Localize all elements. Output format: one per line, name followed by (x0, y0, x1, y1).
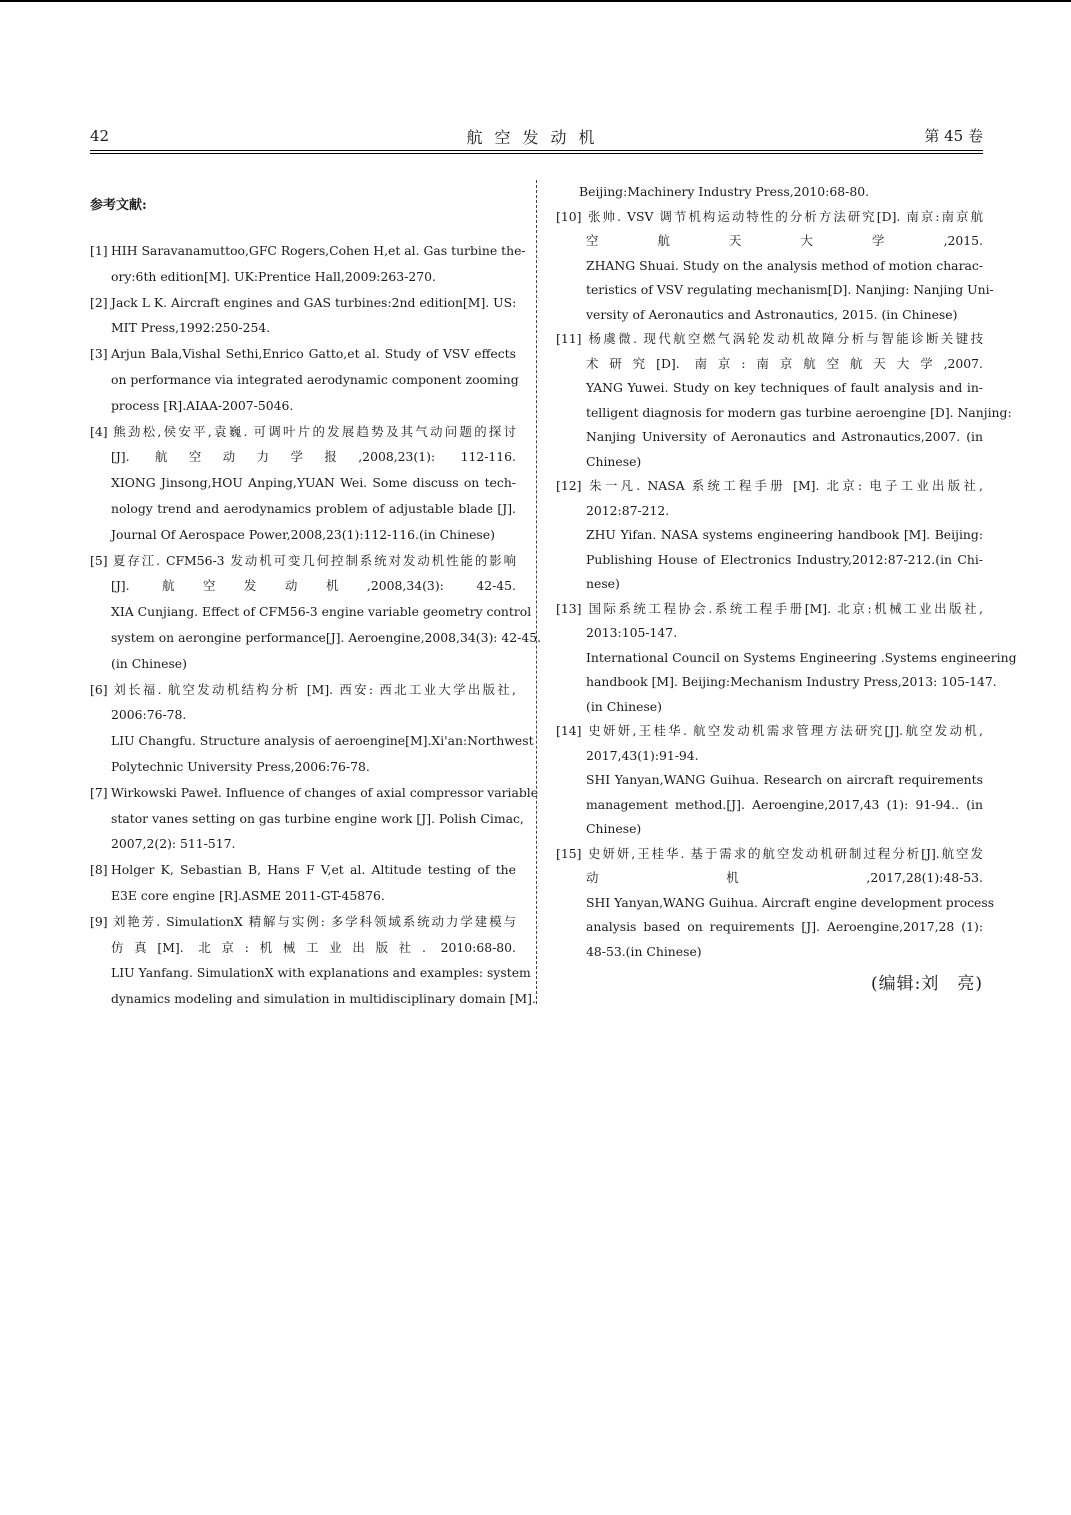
reference-line (556, 817, 983, 842)
reference-text: 术研究[D]. 南京:南京航空航天大学,2007. (586, 355, 983, 371)
reference-number: [7] (90, 784, 108, 800)
reference-line (90, 573, 516, 599)
reference-text: ZHU Yifan. NASA systems engineering handbook [M]. Beijing: (586, 527, 983, 542)
reference-text: 2006:76-78. (111, 707, 187, 723)
reference-line (556, 352, 983, 377)
reference-line (90, 496, 516, 522)
reference-text: E3E core engine [R].ASME 2011-GT-45876. (111, 887, 385, 903)
running-header (90, 124, 983, 150)
reference-line (556, 401, 1012, 426)
reference-entry (556, 474, 983, 597)
reference-line (90, 806, 524, 832)
reference-entry (90, 238, 526, 290)
reference-line (90, 702, 516, 728)
reference-entry (90, 341, 519, 418)
reference-text: Journal Of Aerospace Power,2008,23(1):112-116.(in Chinese) (111, 526, 495, 542)
reference-line (556, 695, 983, 720)
reference-line (556, 793, 983, 818)
reference-line (90, 315, 516, 341)
reference-number: [11] (556, 331, 582, 346)
reference-text: Jack L K. Aircraft engines and GAS turbines:2nd edition[M]. US: (111, 294, 517, 310)
reference-number: [12] (556, 478, 582, 493)
reference-text: nology trend and aerodynamics problem of adjustable blade [J]. (111, 500, 516, 516)
reference-number: [6] (90, 681, 108, 697)
reference-text: 48-53.(in Chinese) (586, 943, 702, 959)
reference-line (90, 470, 516, 496)
column-divider (536, 180, 537, 1004)
reference-line (556, 254, 983, 279)
reference-line (556, 303, 983, 328)
reference-text: versity of Aeronautics and Astronautics, 2015. (in Chinese) (586, 306, 958, 322)
reference-number: [14] (556, 723, 582, 738)
reference-text: stator vanes setting on gas turbine engine work [J]. Polish Cimac, (111, 810, 524, 826)
reference-text: MIT Press,1992:250-254. (111, 320, 271, 336)
reference-line (90, 522, 516, 548)
reference-entry (90, 419, 516, 548)
reference-number: [13] (556, 600, 582, 616)
reference-entry (90, 909, 536, 1012)
reference-text: nese) (586, 576, 620, 591)
header-rule (90, 150, 983, 151)
reference-line (90, 986, 536, 1012)
left-column (90, 180, 542, 1012)
reference-text: handbook [M]. Beijing:Mechanism Industry Press,2013: 105-147. (586, 674, 997, 689)
reference-line (90, 444, 516, 470)
reference-text: 2007,2(2): 511-517. (111, 836, 236, 852)
reference-text: LIU Changfu. Structure analysis of aeroengine[M].Xi'an:Northwest (111, 733, 534, 749)
reference-number: [5] (90, 552, 108, 568)
reference-line (90, 909, 516, 935)
reference-line (90, 599, 532, 625)
reference-number: [1] (90, 243, 108, 258)
reference-line (90, 625, 542, 651)
reference-line (90, 290, 516, 316)
reference-entry (90, 857, 516, 909)
reference-entry (90, 290, 516, 342)
reference-text: YANG Yuwei. Study on key techniques of fault analysis and in- (586, 380, 983, 395)
reference-text: 熊劲松,侯安平,袁巍. 可调叶片的发展趋势及其气动问题的探讨 (111, 423, 516, 439)
reference-text: SHI Yanyan,WANG Guihua. Aircraft engine development process (586, 894, 995, 910)
reference-text: on performance via integrated aerodynamic component zooming (111, 371, 519, 387)
reference-line (556, 474, 983, 499)
reference-line (90, 677, 516, 703)
reference-text: [J]. 航空发动机,2008,34(3): 42-45. (111, 578, 516, 594)
journal-title: 航空发动机 (466, 128, 607, 147)
reference-text: Chinese) (586, 453, 642, 469)
reference-text: International Council on Systems Engineering .Systems engineering (586, 649, 1017, 665)
reference-line (90, 651, 516, 677)
reference-line (556, 597, 983, 622)
reference-number: [15] (556, 845, 582, 861)
references-heading: 参考文献: (90, 198, 147, 213)
reference-text: ory:6th edition[M]. UK:Prentice Hall,2009:263-270. (111, 268, 436, 284)
reference-line (556, 744, 983, 769)
reference-entry (556, 327, 1012, 474)
reference-line (556, 670, 997, 695)
reference-text: Chinese) (586, 821, 642, 836)
reference-text: 国际系统工程协会.系统工程手册[M]. 北京:机械工业出版社, (586, 600, 983, 616)
reference-line (556, 425, 983, 450)
reference-line (556, 205, 983, 230)
reference-line (90, 238, 526, 264)
reference-text: 仿真[M]. 北京:机械工业出版社. 2010:68-80. (111, 939, 516, 955)
top-border-rule (0, 0, 1071, 2)
reference-text: system on aerongine performance[J]. Aeroengine,2008,34(3): 42-45. (111, 629, 542, 645)
reference-entry (556, 719, 983, 842)
reference-text: XIONG Jinsong,HOU Anping,YUAN Wei. Some discuss on tech- (111, 475, 516, 491)
page-number: 42 (90, 127, 110, 145)
reference-entry (90, 677, 534, 780)
reference-line (90, 728, 534, 754)
reference-text: 空航天大学,2015. (586, 233, 983, 248)
reference-text: Publishing House of Electronics Industry,2012:87-212.(in Chi- (586, 551, 983, 567)
reference-text: dynamics modeling and simulation in multidisciplinary domain [M]. (111, 991, 536, 1007)
reference-text: 2012:87-212. (586, 502, 670, 518)
reference-line (556, 278, 994, 303)
reference-line (556, 891, 995, 916)
reference-text: HIH Saravanamuttoo,GFC Rogers,Cohen H,et al. Gas turbine the- (111, 243, 526, 258)
reference-line (556, 866, 983, 891)
reference-text: Arjun Bala,Vishal Sethi,Enrico Gatto,et al. Study of VSV effects (111, 346, 516, 362)
reference-text: ZHANG Shuai. Study on the analysis method of motion charac- (586, 257, 983, 273)
reference-line (90, 935, 516, 961)
reference-text: Nanjing University of Aeronautics and Astronautics,2007. (in (586, 429, 983, 444)
reference-line (90, 960, 531, 986)
right-column (556, 180, 1017, 998)
reference-line (556, 646, 1017, 671)
reference-text: (in Chinese) (111, 655, 187, 671)
reference-text: LIU Yanfang. SimulationX with explanations and examples: system (111, 965, 531, 981)
reference-line (556, 719, 983, 744)
reference-line (90, 831, 516, 857)
reference-text: 张帅. VSV 调节机构运动特性的分析方法研究[D]. 南京:南京航 (586, 208, 983, 224)
volume-label: 第 45 卷 (924, 127, 983, 145)
reference-line (556, 523, 983, 548)
reference-line (90, 393, 516, 419)
reference-text: 2013:105-147. (586, 625, 678, 640)
reference-line (556, 548, 983, 573)
reference-line (556, 842, 983, 867)
reference-text: 史妍妍,王桂华. 基于需求的航空发动机研制过程分析[J].航空发 (586, 845, 983, 861)
reference-text: 刘艳芳. SimulationX 精解与实例: 多学科领域系统动力学建模与 (111, 913, 516, 929)
reference-line (556, 499, 983, 524)
reference-text: 动机,2017,28(1):48-53. (586, 870, 983, 885)
reference-continuation: Beijing:Machinery Industry Press,2010:68-80. (579, 184, 870, 199)
reference-text: Wirkowski Paweł. Influence of changes of axial compressor variable (111, 784, 539, 800)
reference-line (90, 754, 516, 780)
reference-line (556, 940, 983, 965)
reference-text: XIA Cunjiang. Effect of CFM56-3 engine variable geometry control (111, 604, 532, 620)
reference-text: 杨虞微. 现代航空燃气涡轮发动机故障分析与智能诊断关键技 (586, 331, 983, 346)
reference-text: Polytechnic University Press,2006:76-78. (111, 758, 370, 774)
reference-number: [8] (90, 862, 108, 878)
editor-credit: (编辑:刘 亮) (871, 974, 983, 994)
reference-text: process [R].AIAA-2007-5046. (111, 397, 294, 413)
reference-line (556, 450, 983, 475)
reference-text: (in Chinese) (586, 698, 662, 714)
reference-entry (90, 780, 539, 857)
reference-line (90, 883, 516, 909)
reference-entry (556, 842, 995, 965)
reference-text: 史妍妍,王桂华. 航空发动机需求管理方法研究[J].航空发动机, (586, 723, 983, 738)
reference-text: 刘长福. 航空发动机结构分析 [M]. 西安: 西北工业大学出版社, (111, 681, 516, 697)
reference-line (90, 780, 539, 806)
reference-text: management method.[J]. Aeroengine,2017,43 (1): 91-94.. (in (586, 796, 983, 812)
reference-number: [3] (90, 346, 108, 362)
reference-line (90, 367, 519, 393)
reference-line (556, 572, 983, 597)
reference-entry (556, 597, 1017, 720)
reference-text: teristics of VSV regulating mechanism[D]. Nanjing: Nanjing Uni- (586, 282, 994, 297)
reference-line (556, 768, 983, 793)
reference-number: [2] (90, 294, 108, 310)
reference-text: SHI Yanyan,WANG Guihua. Research on aircraft requirements (586, 772, 983, 787)
header-rule-double (90, 153, 983, 154)
reference-text: [J]. 航空动力学报,2008,23(1): 112-116. (111, 449, 516, 465)
reference-text: telligent diagnosis for modern gas turbine aeroengine [D]. Nanjing: (586, 404, 1012, 420)
reference-line (90, 264, 516, 290)
reference-line (556, 327, 983, 352)
reference-line (90, 341, 516, 367)
reference-entry (556, 205, 994, 328)
reference-text: 2017,43(1):91-94. (586, 747, 699, 763)
reference-line (90, 548, 516, 574)
reference-text: Holger K, Sebastian B, Hans F V,et al. Altitude testing of the (111, 862, 516, 878)
reference-text: 朱一凡. NASA 系统工程手册 [M]. 北京: 电子工业出版社, (586, 478, 983, 493)
reference-text: 夏存江. CFM56-3 发动机可变几何控制系统对发动机性能的影响 (111, 552, 516, 568)
reference-line (556, 376, 983, 401)
reference-line (556, 915, 983, 940)
reference-line (556, 621, 983, 646)
reference-number: [4] (90, 423, 108, 439)
reference-line (90, 419, 516, 445)
reference-entry (90, 548, 542, 677)
reference-number: [9] (90, 913, 108, 929)
reference-line (90, 857, 516, 883)
reference-text: analysis based on requirements [J]. Aeroengine,2017,28 (1): (586, 919, 983, 934)
reference-number: [10] (556, 208, 582, 224)
reference-line (556, 229, 983, 254)
